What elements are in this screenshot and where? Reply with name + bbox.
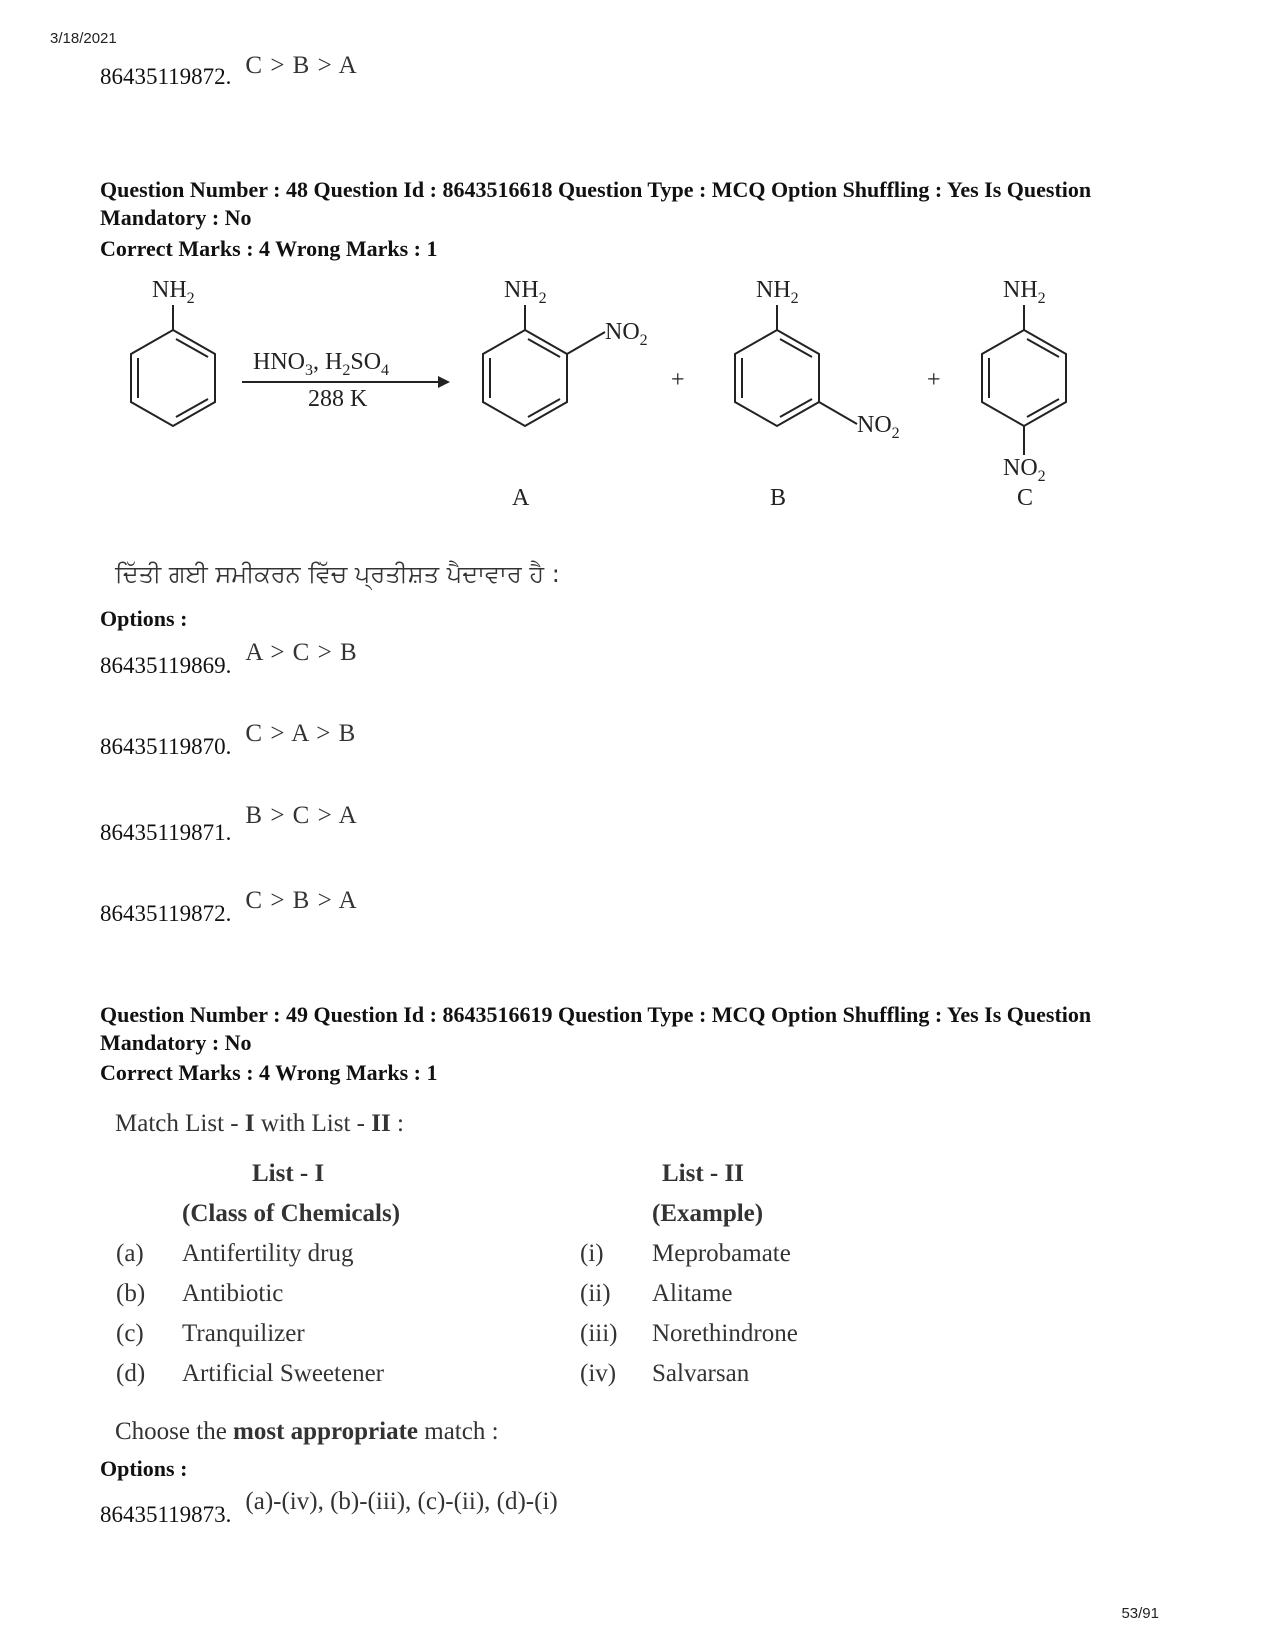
option-id: 86435119873. [100, 1502, 232, 1527]
reagents-label: $HNO_3$, $H_2SO_4$ [253, 349, 390, 379]
question-49-options-label: Options : [100, 1456, 188, 1481]
match-list-title: Match List - I with List - II : [115, 1110, 404, 1137]
option-row [100, 720, 357, 760]
nitration-reaction-diagram [100, 275, 1140, 540]
product-b-nh2-label: $NH_2$ [756, 277, 799, 307]
reactant-nh2-label: $NH_2$ [152, 277, 195, 307]
option-id: 86435119869. [100, 653, 232, 678]
match-instruction: Choose the most appropriate match : [115, 1418, 499, 1445]
match-row [108, 1360, 806, 1400]
option-row [100, 52, 358, 90]
list2-subheader: (Example) [652, 1200, 764, 1227]
option-row [100, 1488, 558, 1528]
match-row [108, 1280, 806, 1320]
list2-key: (ii) [580, 1280, 611, 1307]
list1-value: Tranquilizer [182, 1320, 305, 1347]
product-c-nh2-label: $NH_2$ [1003, 277, 1046, 307]
list1-key: (c) [116, 1320, 144, 1347]
page-number: 53/91 [1121, 1605, 1159, 1622]
option-row [100, 802, 358, 846]
list1-value: Antibiotic [182, 1280, 284, 1307]
option-row [100, 639, 358, 679]
product-c-ring [982, 305, 1066, 455]
list2-key: (iv) [580, 1360, 617, 1387]
option-id: 86435119870. [100, 734, 232, 759]
option-text: A > C > B [245, 639, 358, 666]
question-49-header: Question Number : 49 Question Id : 8643516619 Question Type : MCQ Option Shuffling : Yes Is Question Mandatory : No [100, 1002, 1092, 1055]
reaction-condition: 288 K [308, 386, 368, 412]
list2-value: Norethindrone [652, 1320, 798, 1347]
list2-key: (iii) [580, 1320, 618, 1347]
product-a-ring [483, 305, 605, 426]
match-row [108, 1320, 806, 1360]
list1-value: Antifertility drug [182, 1240, 354, 1267]
product-a-nh2-label: $NH_2$ [504, 277, 547, 307]
plus-sign: + [927, 367, 941, 393]
list1-key: (a) [116, 1240, 144, 1267]
option-text: B > C > A [245, 802, 358, 829]
option-id: 86435119871. [100, 820, 232, 845]
question-48-text: ਦਿੱਤੀ ਗਈ ਸਮੀਕਰਨ ਵਿੱਚ ਪ੍ਰਤੀਸ਼ਤ ਪੈਦਾਵਾਰ ਹੈ : [115, 560, 560, 588]
option-text: C > B > A [245, 887, 358, 914]
list2-key: (i) [580, 1240, 604, 1267]
option-text: C > A > B [245, 720, 357, 747]
product-b-no2-label: $NO_2$ [857, 412, 900, 442]
reactant-benzene-ring [131, 305, 215, 426]
product-b-label: B [770, 485, 787, 511]
product-c-no2-label: $NO_2$ [1003, 455, 1046, 485]
product-a-no2-label: $NO_2$ [605, 319, 648, 349]
product-a-label: A [512, 485, 530, 511]
list2-value: Alitame [652, 1280, 733, 1307]
option-id: 86435119872. [100, 64, 232, 89]
list2-value: Meprobamate [652, 1240, 791, 1267]
question-49-marks: Correct Marks : 4 Wrong Marks : 1 [100, 1060, 438, 1085]
list2-header: List - II [662, 1160, 744, 1187]
option-text: (a)-(iv), (b)-(iii), (c)-(ii), (d)-(i) [245, 1488, 558, 1515]
option-row [100, 887, 358, 927]
product-b-ring [735, 305, 857, 426]
question-48-header: Question Number : 48 Question Id : 8643516618 Question Type : MCQ Option Shuffling : Yes Is Question Mandatory : No [100, 177, 1092, 230]
option-id: 86435119872. [100, 901, 232, 926]
print-date: 3/18/2021 [50, 30, 117, 47]
plus-sign: + [671, 367, 685, 393]
list1-subheader: (Class of Chemicals) [182, 1200, 401, 1227]
list1-key: (d) [116, 1360, 146, 1387]
question-48-options-label: Options : [100, 606, 188, 631]
question-48-marks: Correct Marks : 4 Wrong Marks : 1 [100, 236, 438, 261]
list1-key: (b) [116, 1280, 146, 1307]
match-list-table [108, 1160, 806, 1400]
option-text: C > B > A [245, 52, 358, 79]
list1-value: Artificial Sweetener [182, 1360, 384, 1387]
reaction-arrow-head [438, 376, 450, 388]
list2-value: Salvarsan [652, 1360, 750, 1387]
match-row [108, 1240, 806, 1280]
list1-header: List - I [252, 1160, 325, 1187]
product-c-label: C [1017, 485, 1034, 511]
